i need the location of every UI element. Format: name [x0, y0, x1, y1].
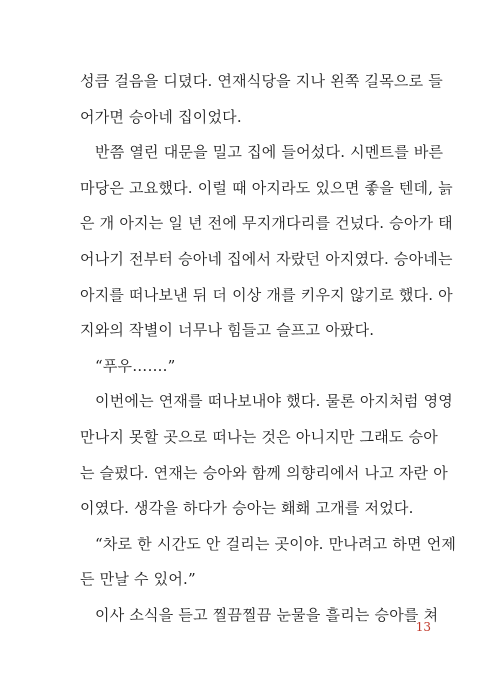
- text-line: “차로 한 시간도 안 걸리는 곳이야. 만나려고 하면 언제: [95, 534, 457, 553]
- text-line: 은 개 아지는 일 년 전에 무지개다리를 건넜다. 승아가 태: [80, 214, 453, 233]
- page-number: 13: [415, 620, 431, 634]
- text-line: 마당은 고요했다. 이럴 때 아지라도 있으면 좋을 텐데, 늙: [80, 178, 453, 197]
- text-line: 지와의 작별이 너무나 힘들고 슬프고 아팠다.: [80, 321, 375, 340]
- text-line: 는 슬펐다. 연재는 승아와 함께 의향리에서 나고 자란 아: [80, 463, 448, 482]
- text-line: “푸우…….”: [95, 356, 176, 375]
- text-line: 이사 소식을 듣고 찔끔찔끔 눈물을 흘리는 승아를 쳐: [95, 605, 439, 624]
- text-line: 이였다. 생각을 하다가 승아는 홰홰 고개를 저었다.: [80, 499, 414, 518]
- text-line: 이번에는 연재를 떠나보내야 했다. 물론 아지처럼 영영: [95, 392, 453, 411]
- text-line: 만나지 못할 곳으로 떠나는 것은 아니지만 그래도 승아: [80, 427, 438, 446]
- text-line: 성큼 걸음을 디뎠다. 연재식당을 지나 왼쪽 길목으로 들: [80, 72, 443, 90]
- text-line: 어나기 전부터 승아네 집에서 자랐던 아지였다. 승아네는: [80, 249, 453, 268]
- text-line: 반쯤 열린 대문을 밀고 집에 들어섰다. 시멘트를 바른: [95, 143, 444, 162]
- text-line: 어가면 승아네 집이었다.: [80, 107, 242, 126]
- text-line: 아지를 떠나보낸 뒤 더 이상 개를 키우지 않기로 했다. 아: [80, 285, 453, 304]
- text-line: 든 만날 수 있어.”: [80, 570, 196, 589]
